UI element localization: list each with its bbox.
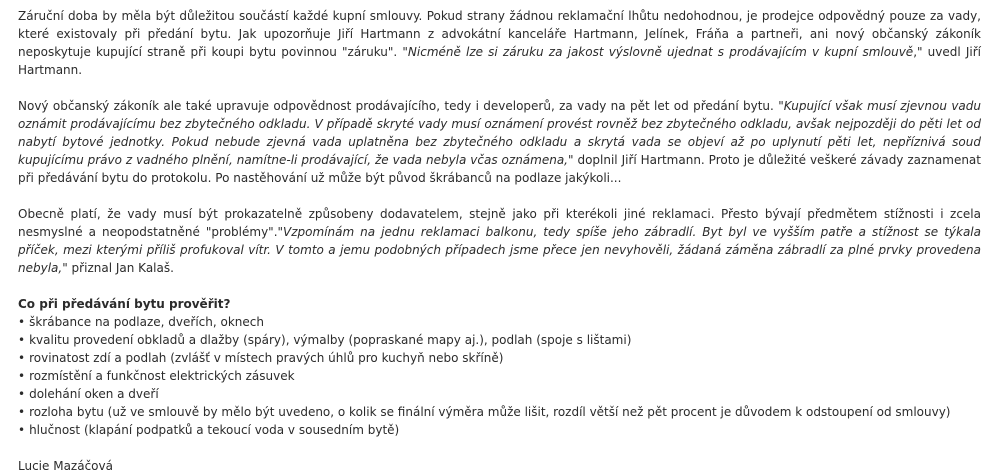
paragraph-liability bbox=[18, 97, 981, 187]
list-item bbox=[18, 385, 981, 403]
paragraph-complaints-text-2: " přiznal Jan Kalaš. bbox=[62, 261, 174, 275]
paragraph-warranty-text-2: ," uvedl Jiří Hartmann. bbox=[18, 45, 981, 77]
paragraph-liability-text-2: " doplnil Jiří Hartmann. Proto je důležité veškeré závady zaznamenat při předávání bytu do protokolu. Po nastěhování už může být původ škrábanců na podlaze jakýkoli... bbox=[18, 153, 981, 185]
list-item bbox=[18, 331, 981, 349]
paragraph-warranty bbox=[18, 7, 981, 79]
list-item-text: rozloha bytu (už ve smlouvě by mělo být uvedeno, o kolik se finální výměra může lišit, rozdíl větší než pět procent je důvodem k odstoupení od smlouvy) bbox=[29, 405, 951, 419]
paragraph-complaints-quote: Vzpomínám na jednu reklamaci balkonu, tedy spíše jeho zábradlí. Byt byl ve vyšším patře a stížnost se týkala příček, mezi kterými příliš profukoval vítr. V tomto a jemu podobných případech jsme přece jen nevyhověli, žádaná záměna zábradlí za plné prvky provedena nebyla, bbox=[18, 225, 981, 275]
paragraph-complaints bbox=[18, 205, 981, 277]
bullet-icon: • bbox=[18, 405, 26, 419]
checklist bbox=[18, 313, 981, 439]
list-item bbox=[18, 403, 981, 421]
article-body bbox=[18, 0, 981, 475]
list-item-text: rozmístění a funkčnost elektrických zásuvek bbox=[29, 369, 295, 383]
list-item-text: dolehání oken a dveří bbox=[29, 387, 159, 401]
bullet-icon: • bbox=[18, 387, 26, 401]
checklist-title: Co při předávání bytu prověřit? bbox=[18, 297, 231, 311]
list-item bbox=[18, 313, 981, 331]
list-item bbox=[18, 367, 981, 385]
list-item-text: rovinatost zdí a podlah (zvlášť v místech pravých úhlů pro kuchyň nebo skříně) bbox=[29, 351, 504, 365]
bullet-icon: • bbox=[18, 351, 26, 365]
list-item bbox=[18, 421, 981, 439]
bullet-icon: • bbox=[18, 423, 26, 437]
list-item-text: hlučnost (klapání podpatků a tekoucí voda v sousedním bytě) bbox=[29, 423, 400, 437]
paragraph-liability-text-1: Nový občanský zákoník ale také upravuje odpovědnost prodávajícího, tedy i developerů, za vady na pět let od předání bytu. " bbox=[18, 99, 784, 113]
paragraph-liability-quote: Kupující však musí zjevnou vadu oznámit prodávajícímu bez zbytečného odkladu. V případě skryté vady musí oznámení provést rovněž bez zbytečného odkladu, avšak nejpozději do pěti let od nabytí bytové jednotky. Pokud nebude zjevná vada uplatněna bez zbytečného odkladu a skrytá vada se objeví až po uplynutí pěti let, nepříznivá soud kupujícímu právo z vadného plnění, namítne-li prodávající, že vada nebyla včas oznámena, bbox=[18, 99, 981, 167]
paragraph-warranty-quote: Nicméně lze si záruku za jakost výslovně ujednat s prodávajícím v kupní smlouvě bbox=[407, 45, 914, 59]
list-item bbox=[18, 349, 981, 367]
bullet-icon: • bbox=[18, 369, 26, 383]
author-name: Lucie Mazáčová bbox=[18, 459, 113, 473]
paragraph-warranty-text-1: Záruční doba by měla být důležitou součástí každé kupní smlouvy. Pokud strany žádnou reklamační lhůtu nedohodnou, je prodejce odpovědný pouze za vady, které existovaly při předání bytu. Jak upozorňuje Jiří Hartmann z advokátní kanceláře Hartmann, Jelínek, Fráňa a partneři, ani nový občanský zákoník neposkytuje kupující straně při koupi bytu povinnou "záruku". " bbox=[18, 9, 981, 59]
paragraph-complaints-text-1: Obecně platí, že vady musí být prokazatelně způsobeny dodavatelem, stejně jako při kterékoli jiné reklamaci. Přesto bývají předmětem stížnosti i zcela nesmyslné a neopodstatněné "problémy"." bbox=[18, 207, 981, 239]
bullet-icon: • bbox=[18, 333, 26, 347]
list-item-text: škrábance na podlaze, dveřích, oknech bbox=[29, 315, 264, 329]
list-item-text: kvalitu provedení obkladů a dlažby (spáry), výmalby (popraskané mapy aj.), podlah (spoje s lištami) bbox=[29, 333, 632, 347]
bullet-icon: • bbox=[18, 315, 26, 329]
